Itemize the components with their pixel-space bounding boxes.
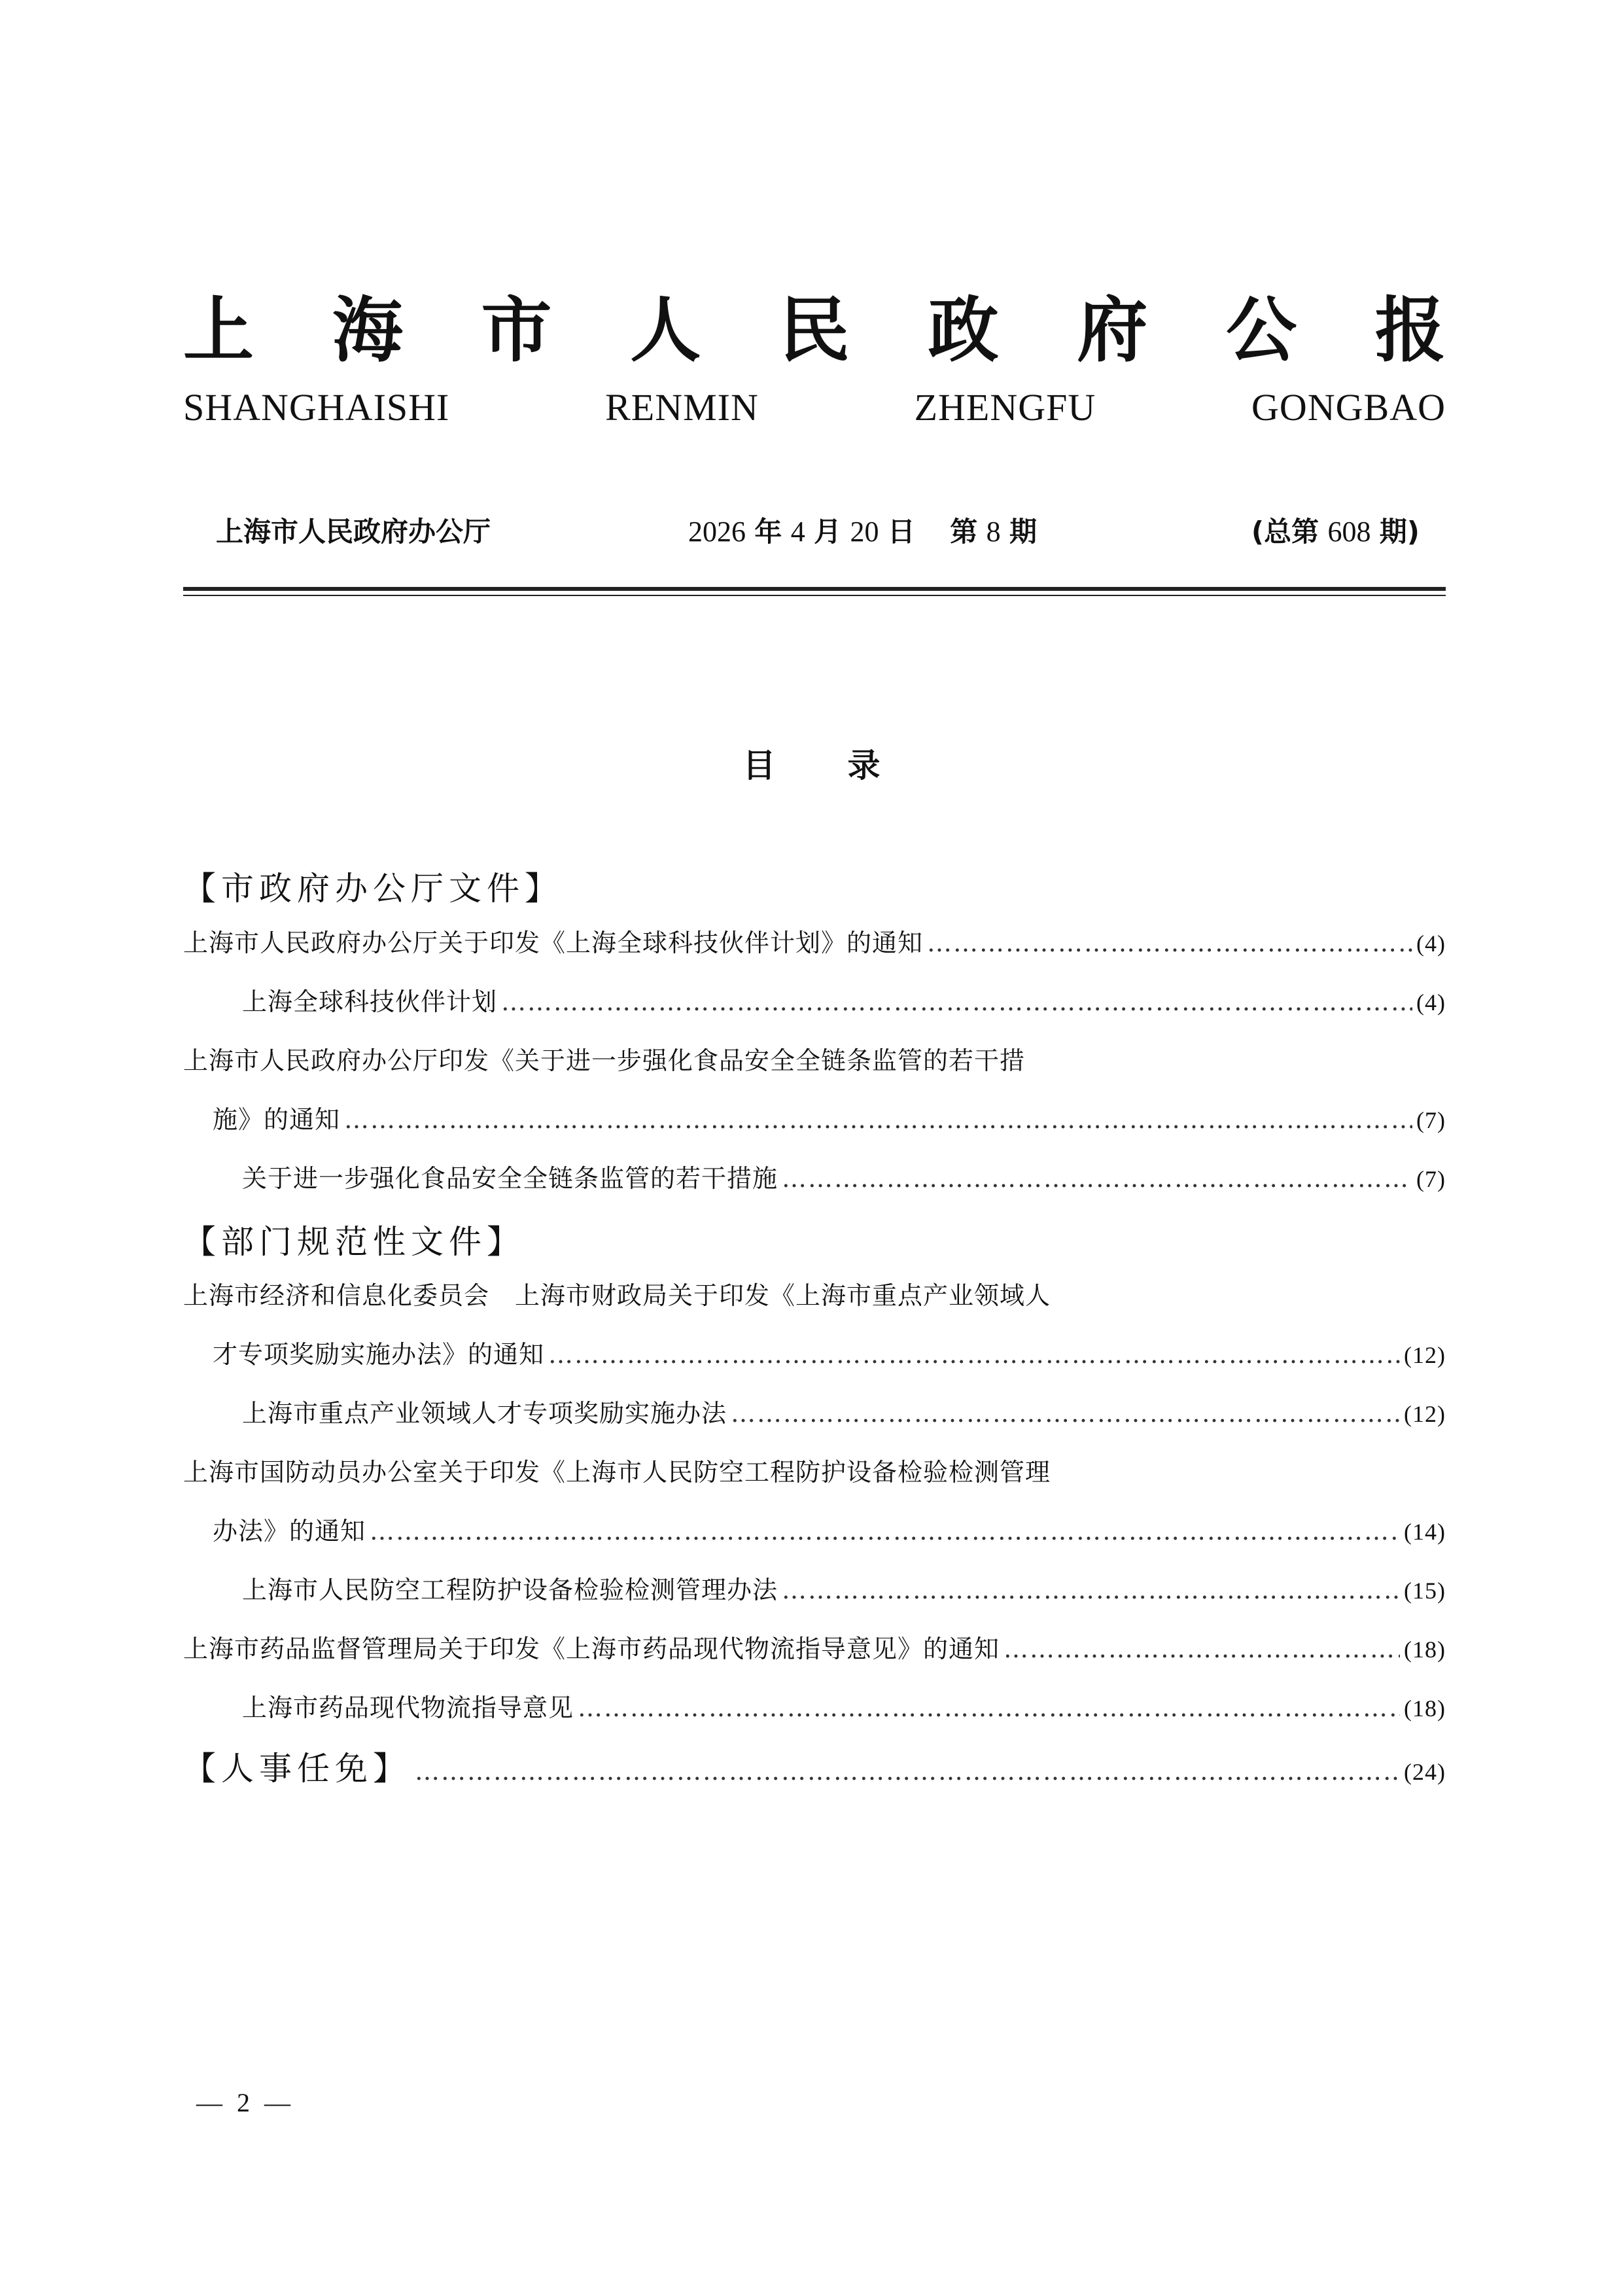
toc-entry[interactable] xyxy=(242,1688,1446,1727)
toc-entry-page: (24) xyxy=(1404,1759,1446,1785)
toc-entry[interactable] xyxy=(213,1100,1446,1139)
masthead-char: 民 xyxy=(778,289,850,372)
toc-entry-page: (4) xyxy=(1416,930,1446,957)
toc-leader xyxy=(344,1100,1412,1139)
toc-entry[interactable] xyxy=(213,1511,1446,1551)
issue-info xyxy=(216,509,1420,555)
toc-entry[interactable] xyxy=(183,923,1446,963)
page-number-footer: — 2 — xyxy=(196,2088,294,2117)
total-number: 608 xyxy=(1327,516,1371,548)
header-rule-thin xyxy=(183,595,1446,596)
toc-entry-page: (7) xyxy=(1416,1107,1446,1133)
issue-number: 8 xyxy=(986,516,1001,548)
toc-section-heading: 【市政府办公厅文件】 xyxy=(183,870,563,908)
masthead-char: 报 xyxy=(1374,289,1446,372)
toc-entry[interactable] xyxy=(242,982,1446,1021)
masthead-char: 海 xyxy=(332,289,403,372)
toc-entry[interactable] xyxy=(183,1629,1446,1669)
masthead-char: 政 xyxy=(928,289,999,372)
toc-leader xyxy=(578,1688,1400,1727)
toc-entry-page: (12) xyxy=(1404,1342,1446,1368)
toc-leader xyxy=(370,1511,1400,1551)
toc-entry-title[interactable]: 上海市国防动员办公室关于印发《上海市人民防空工程防护设备检验检测管理 xyxy=(183,1458,1051,1487)
toc-entry-title[interactable]: 上海市人民政府办公厅印发《关于进一步强化食品安全全链条监管的若干措 xyxy=(183,1046,1026,1075)
toc-entry-title: 上海市药品监督管理局关于印发《上海市药品现代物流指导意见》的通知 xyxy=(183,1634,1000,1663)
masthead-romanization xyxy=(183,385,1446,431)
toc-entry[interactable] xyxy=(213,1335,1446,1374)
masthead-char: 上 xyxy=(183,289,254,372)
toc-entry[interactable] xyxy=(242,1159,1446,1198)
toc-entry-title: 上海市药品现代物流指导意见 xyxy=(242,1693,574,1722)
toc-entry-page: (14) xyxy=(1404,1519,1446,1545)
issue-suffix: 期 xyxy=(1009,516,1037,548)
toc-entry-title: 施》的通知 xyxy=(213,1105,341,1134)
toc-leader xyxy=(1003,1629,1400,1669)
toc-entry[interactable] xyxy=(242,1394,1446,1433)
header-rule-thick xyxy=(183,587,1446,591)
roman-word: SHANGHAISHI xyxy=(183,386,450,429)
toc-entry-page: (4) xyxy=(1416,989,1446,1016)
toc-title: 目录 xyxy=(742,747,952,785)
issuing-office: 上海市人民政府办公厅 xyxy=(216,516,491,548)
toc-leader xyxy=(415,1748,1400,1794)
toc-leader xyxy=(501,982,1412,1021)
toc-entry-title[interactable]: 上海市经济和信息化委员会 上海市财政局关于印发《上海市重点产业领域人 xyxy=(183,1281,1051,1310)
toc-entry-page: (15) xyxy=(1404,1578,1446,1604)
issue-month: 4 xyxy=(790,516,805,548)
toc-entry-page: (18) xyxy=(1404,1695,1446,1722)
year-unit: 年 xyxy=(754,516,782,548)
toc-entry-page: (12) xyxy=(1404,1401,1446,1427)
toc-entry[interactable] xyxy=(242,1570,1446,1610)
month-unit: 月 xyxy=(814,516,842,548)
toc-leader xyxy=(782,1159,1412,1198)
masthead-title xyxy=(183,288,1446,373)
toc-entry-title: 上海全球科技伙伴计划 xyxy=(242,987,498,1016)
roman-word: ZHENGFU xyxy=(914,386,1096,429)
toc-leader xyxy=(927,923,1412,963)
issue-date xyxy=(688,509,1037,555)
roman-word: RENMIN xyxy=(605,386,759,429)
issue-year: 2026 xyxy=(688,516,746,548)
issue-day: 20 xyxy=(850,516,879,548)
toc-entry-title: 关于进一步强化食品安全全链条监管的若干措施 xyxy=(242,1164,778,1193)
day-unit: 日 xyxy=(887,516,915,548)
toc-entry-title: 上海市人民防空工程防护设备检验检测管理办法 xyxy=(242,1576,778,1604)
toc-entry-title: 办法》的通知 xyxy=(213,1517,366,1545)
masthead-char: 公 xyxy=(1226,289,1297,372)
total-issue xyxy=(1251,509,1420,555)
toc-entry-title: 上海市重点产业领域人才专项奖励实施办法 xyxy=(242,1399,727,1428)
toc-leader xyxy=(731,1394,1400,1433)
toc-entry-title: 才专项奖励实施办法》的通知 xyxy=(213,1340,545,1369)
toc-section-heading: 【人事任免】 xyxy=(183,1750,411,1788)
masthead-char: 人 xyxy=(630,289,701,372)
issue-prefix: 第 xyxy=(950,516,978,548)
toc-leader xyxy=(548,1335,1400,1374)
toc-entry-page: (7) xyxy=(1416,1166,1446,1192)
toc-section-entry[interactable] xyxy=(183,1746,1446,1792)
masthead-char: 市 xyxy=(481,289,552,372)
roman-word: GONGBAO xyxy=(1251,386,1446,429)
toc-leader xyxy=(782,1570,1400,1610)
total-suffix: 期) xyxy=(1379,516,1420,548)
toc-entry-page: (18) xyxy=(1404,1636,1446,1663)
toc-entry-title: 上海市人民政府办公厅关于印发《上海全球科技伙伴计划》的通知 xyxy=(183,928,924,957)
masthead-char: 府 xyxy=(1077,289,1148,372)
toc-section-heading: 【部门规范性文件】 xyxy=(183,1223,525,1261)
total-prefix: (总第 xyxy=(1251,516,1319,548)
